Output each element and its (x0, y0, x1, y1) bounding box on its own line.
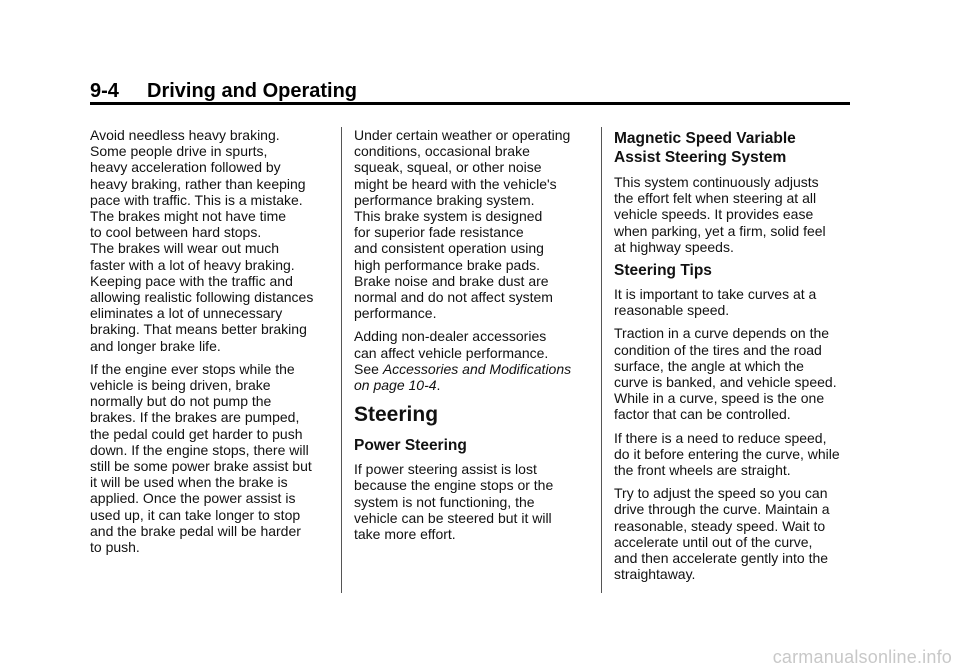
text-line: it will be used when the brake is (90, 474, 288, 491)
text-line: because the engine stops or the (354, 477, 554, 494)
heavy-braking-paragraph (90, 127, 330, 354)
text-line: vehicle is being driven, brake (90, 377, 271, 394)
text-line: the pedal could get harder to push (90, 425, 303, 442)
text-line: If there is a need to reduce speed, (614, 429, 827, 446)
text-line: performance. (354, 305, 437, 322)
text-line: at highway speeds. (614, 238, 734, 255)
text-line: down. If the engine stops, there will (90, 441, 309, 458)
text-line: It is important to take curves at a (614, 286, 817, 303)
text-line: applied. Once the power assist is (90, 490, 296, 507)
engine-stop-paragraph (90, 361, 330, 555)
page-header (90, 80, 357, 103)
column-2 (354, 127, 588, 549)
column-divider-2 (601, 127, 602, 593)
text-line: to cool between hard stops. (90, 224, 262, 241)
text-line: braking. That means better braking (90, 321, 307, 338)
text-line: allowing realistic following distances (90, 289, 314, 306)
text-line: the effort felt when steering at all (614, 190, 817, 207)
text-line: the front wheels are straight. (614, 462, 791, 479)
brake-noise-paragraph (354, 127, 588, 321)
text-line: The brakes might not have time (90, 208, 287, 225)
text-line: factor that can be controlled. (614, 406, 791, 423)
text-line: drive through the curve. Maintain a (614, 501, 830, 518)
column-3 (614, 127, 854, 589)
text-line: Some people drive in spurts, (90, 143, 268, 160)
accessories-paragraph (354, 328, 588, 393)
text-line: for superior fade resistance (354, 224, 524, 241)
text-line: vehicle can be steered but it will (354, 509, 552, 526)
text-line: brakes. If the brakes are pumped, (90, 409, 300, 426)
text-line: vehicle speeds. It provides ease (614, 206, 814, 223)
text-line: can affect vehicle performance. (354, 344, 549, 361)
text-line: Assist Steering System (614, 149, 787, 166)
text-line: and the brake pedal will be harder (90, 522, 301, 539)
text-line: and longer brake life. (90, 337, 221, 354)
text-line: squeak, squeal, or other noise (354, 159, 542, 176)
text-line: Brake noise and brake dust are (354, 272, 549, 289)
text-line: condition of the tires and the road (614, 341, 822, 358)
text-line: Try to adjust the speed so you can (614, 485, 828, 502)
text-line: still be some power brake assist but (90, 458, 312, 475)
text-line: pace with traffic. This is a mistake. (90, 191, 303, 208)
text-line: reasonable, steady speed. Wait to (614, 517, 826, 534)
header-rule (90, 102, 850, 105)
text-line: Avoid needless heavy braking. (90, 127, 280, 143)
traction-paragraph (614, 325, 854, 422)
steering-tips-heading: Steering Tips (614, 262, 712, 280)
text-line: and then accelerate gently into the (614, 550, 829, 567)
power-steering-paragraph (354, 461, 588, 542)
see-reference-line: See Accessories and Modifications (354, 360, 572, 377)
accessories-link[interactable]: Accessories and Modifications (382, 360, 572, 377)
text-line: reasonable speed. (614, 302, 730, 319)
page-reference-line: on page 10-4. (354, 377, 441, 394)
text-line: curve is banked, and vehicle speed. (614, 374, 837, 391)
text-line: This brake system is designed (354, 208, 543, 225)
text-line: This system continuously adjusts (614, 174, 819, 190)
column-divider-1 (341, 127, 342, 593)
curve-speed-paragraph (614, 286, 854, 318)
text-line: do it before entering the curve, while (614, 445, 840, 462)
text-line: faster with a lot of heavy braking. (90, 256, 295, 273)
text-line: Under certain weather or operating (354, 127, 571, 143)
text-line: If the engine ever stops while the (90, 360, 295, 377)
text-line: Traction in a curve depends on the (614, 325, 830, 342)
text-line: take more effort. (354, 526, 456, 543)
text-line: might be heard with the vehicle's (354, 175, 557, 192)
text-line: used up, it can take longer to stop (90, 506, 301, 523)
text-line: accelerate until out of the curve, (614, 533, 813, 550)
text-line: heavy braking, rather than keeping (90, 175, 306, 192)
text-line: The brakes will wear out much (90, 240, 280, 257)
text-line: high performance brake pads. (354, 256, 540, 273)
text-line: normal and do not affect system (354, 289, 553, 306)
power-steering-heading: Power Steering (354, 437, 467, 455)
text-line: eliminates a lot of unnecessary (90, 305, 283, 322)
magnetic-steering-paragraph (614, 174, 854, 255)
text-line: performance braking system. (354, 191, 535, 208)
text-line: and consistent operation using (354, 240, 544, 257)
page-reference-link[interactable]: on page 10-4 (354, 377, 437, 394)
steering-heading: Steering (354, 403, 439, 427)
reduce-speed-paragraph (614, 430, 854, 479)
watermark: carmanualsonline.info (772, 647, 952, 667)
text-line: heavy acceleration followed by (90, 159, 281, 176)
text-line: If power steering assist is lost (354, 461, 537, 478)
magnetic-steering-heading (614, 129, 854, 167)
text-line: conditions, occasional brake (354, 143, 530, 160)
section-title: Driving and Operating (147, 80, 358, 102)
text-line: normally but do not pump the (90, 393, 272, 410)
text-line: While in a curve, speed is the one (614, 390, 825, 407)
adjust-speed-paragraph (614, 485, 854, 582)
text-line: Keeping pace with the traffic and (90, 272, 293, 289)
page-number: 9-4 (90, 80, 119, 102)
text-line: system is not functioning, the (354, 493, 535, 510)
text-line: when parking, yet a firm, solid feel (614, 222, 826, 239)
column-1 (90, 127, 330, 562)
text-line: surface, the angle at which the (614, 357, 804, 374)
text-line: straightaway. (614, 566, 696, 583)
text-line: to push. (90, 539, 140, 556)
text-line: Adding non-dealer accessories (354, 328, 547, 345)
text-line: Magnetic Speed Variable (614, 130, 796, 147)
